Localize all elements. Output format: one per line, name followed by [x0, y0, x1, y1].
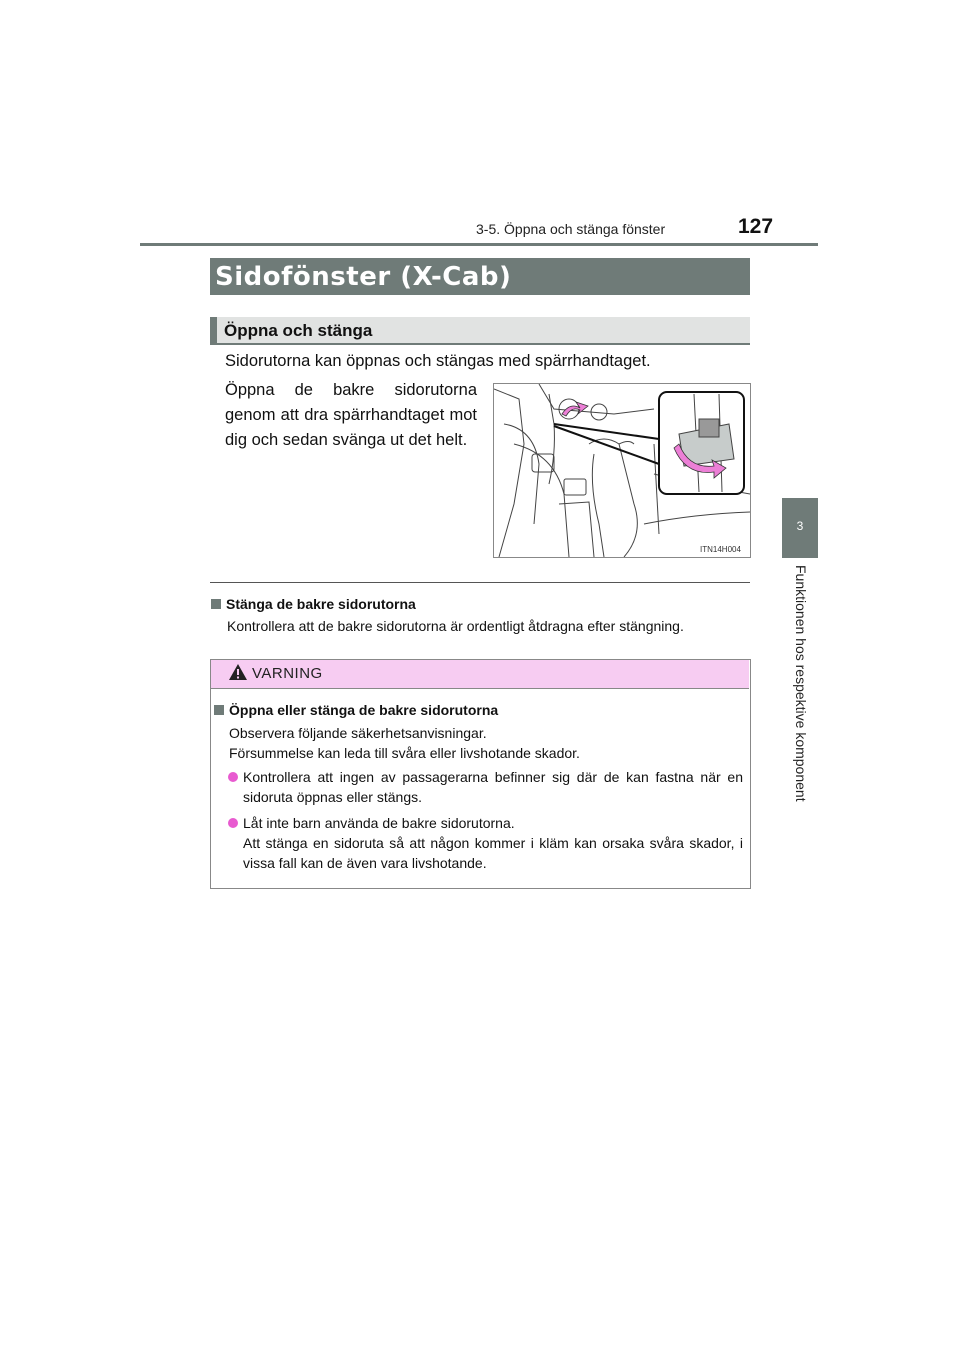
figure-caption: ITN14H004 [700, 545, 741, 554]
bullet-dot-icon [228, 818, 238, 828]
subheading: Öppna och stänga [224, 321, 373, 340]
section-divider [210, 582, 750, 583]
square-bullet-icon [214, 705, 224, 715]
bullet-dot-icon [228, 772, 238, 782]
intro-text: Sidorutorna kan öppnas och stängas med spärrhandtaget. [225, 352, 651, 370]
page-title: Sidofönster (X-Cab) [215, 262, 512, 292]
closing-text: Kontrollera att de bakre sidorutorna är ordentligt åtdragna efter stängning. [227, 618, 684, 634]
closing-heading [211, 596, 416, 612]
warning-heading-text: Öppna eller stänga de bakre sidorutorna [229, 702, 499, 718]
warning-bullet-1: Kontrollera att ingen av passagerarna befinner sig där de kan fastna när en sidoruta öppnas eller stängs. [243, 769, 743, 805]
instruction-paragraph: Öppna de bakre sidorutorna genom att dra spärrhandtaget mot dig och sedan svänga ut det helt. [225, 381, 477, 449]
header-rule [140, 243, 818, 246]
warning-bullet-2-line-1: Låt inte barn använda de bakre sidorutorna. [243, 815, 515, 831]
warning-heading [214, 702, 498, 718]
warning-line-2: Försummelse kan leda till svåra eller livshotande skador. [229, 745, 580, 761]
closing-heading-text: Stänga de bakre sidorutorna [226, 596, 416, 612]
page-number: 127 [738, 215, 774, 238]
section-title: 3-5. Öppna och stänga fönster [476, 221, 666, 237]
warning-label: VARNING [252, 665, 323, 682]
interior-illustration [494, 384, 750, 557]
warning-bullet-2-line-2: Att stänga en sidoruta så att någon kommer i kläm kan orsaka svåra skador, i vissa fall kan de även vara livshotande. [243, 835, 743, 871]
warning-triangle-icon [228, 663, 248, 681]
square-bullet-icon [211, 599, 221, 609]
illustration-door-handle [493, 383, 751, 558]
subheading-accent [210, 317, 217, 345]
warning-line-1: Observera följande säkerhetsanvisningar. [229, 725, 487, 741]
chapter-label: Funktionen hos respektive komponent [793, 565, 809, 802]
chapter-number: 3 [796, 519, 804, 533]
